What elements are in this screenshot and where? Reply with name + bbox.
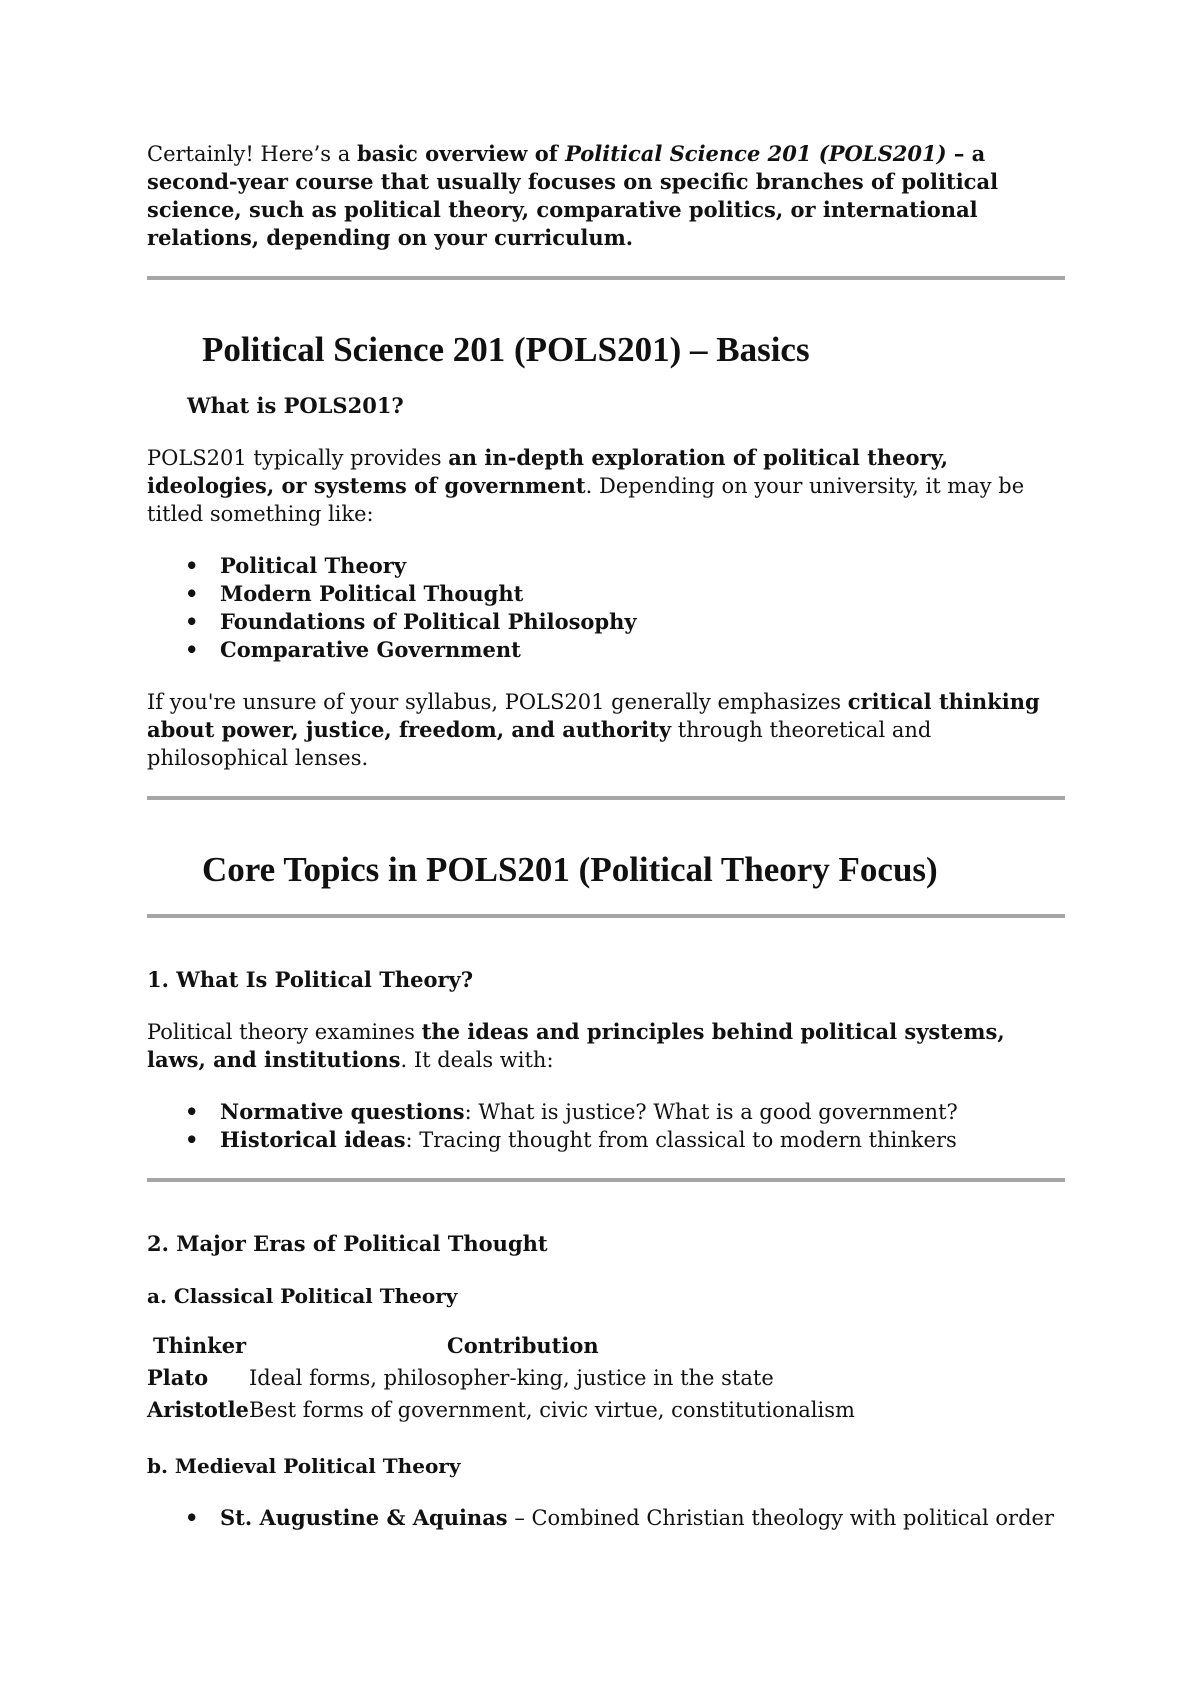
section-1-heading: 1. What Is Political Theory?: [147, 967, 474, 992]
document-page: [147, 140, 1065, 1532]
core-topics-title: Core Topics in POLS201 (Political Theory Focus): [202, 850, 938, 889]
basics-p1-text-c: . Depending on your university, it may be titled something like:: [147, 474, 1025, 526]
list-item: • Comparative Government: [147, 636, 1065, 664]
section-2b-list: [147, 1504, 1065, 1532]
section-1-paragraph: [147, 1018, 1065, 1074]
table-header-row: [147, 1330, 855, 1362]
list-item: [147, 1504, 1065, 1532]
table-row: [147, 1362, 855, 1394]
list-item: • Modern Political Thought: [147, 580, 1065, 608]
divider-2: [147, 796, 1065, 800]
s1-text-b: the ideas and principles behind political systems, laws, and institutions: [147, 1019, 1005, 1072]
divider-3: [147, 914, 1065, 918]
basics-p2-text-c: through theoretical and philosophical lenses.: [147, 718, 932, 770]
list-item-term: Normative questions: [220, 1099, 465, 1124]
list-item: [147, 1098, 1065, 1126]
table-cell-thinker: Plato: [147, 1365, 209, 1390]
basics-title: Political Science 201 (POLS201) – Basics: [202, 330, 810, 369]
section-1-list: [147, 1098, 1065, 1154]
intro-text-4: – a second-year course that usually focuses on specific branches of political science, such as political theory, comparative politics, or international relations, depending on your curriculum.: [147, 141, 999, 250]
thinkers-table: [147, 1330, 855, 1426]
table-cell-contribution: Ideal forms, philosopher-king, justice in the state: [249, 1366, 774, 1390]
list-item-term: St. Augustine & Aquinas: [220, 1505, 508, 1530]
list-item-desc: : Tracing thought from classical to modern thinkers: [405, 1128, 957, 1152]
basics-p1-text-b: an in-depth exploration of political theory, ideologies, or systems of government: [147, 445, 949, 498]
section-2b-heading: b. Medieval Political Theory: [147, 1454, 461, 1478]
divider-4: [147, 1178, 1065, 1182]
intro-text-1: Certainly! Here’s a: [147, 142, 357, 166]
intro-course-name: Political Science 201 (POLS201): [565, 141, 947, 166]
basics-p2-text-b: critical thinking about power, justice, freedom, and authority: [147, 689, 1040, 742]
section-2-heading: 2. Major Eras of Political Thought: [147, 1231, 548, 1256]
basics-paragraph-1: [147, 444, 1065, 528]
list-item: • Political Theory: [147, 552, 1065, 580]
column-header-thinker: Thinker: [153, 1333, 247, 1358]
basics-p2-text-a: If you're unsure of your syllabus, POLS201 generally emphasizes: [147, 690, 848, 714]
list-item-desc: : What is justice? What is a good government?: [464, 1100, 958, 1124]
table-row: [147, 1394, 855, 1426]
course-titles-list: [147, 552, 1065, 664]
basics-paragraph-2: [147, 688, 1065, 772]
intro-text-2: basic overview of: [356, 141, 566, 166]
list-item-term: Historical ideas: [220, 1127, 406, 1152]
table-cell-thinker: Aristotle: [147, 1397, 249, 1422]
section-2a-heading: a. Classical Political Theory: [147, 1284, 458, 1308]
s1-text-a: Political theory examines: [147, 1020, 422, 1044]
basics-p1-text-a: POLS201 typically provides: [147, 446, 449, 470]
intro-paragraph: [147, 140, 1065, 252]
list-item: [147, 1126, 1065, 1154]
what-is-heading: What is POLS201?: [187, 393, 404, 418]
table-cell-contribution: Best forms of government, civic virtue, constitutionalism: [249, 1398, 855, 1422]
divider-1: [147, 276, 1065, 280]
list-item: • Foundations of Political Philosophy: [147, 608, 1065, 636]
list-item-desc: – Combined Christian theology with political order: [507, 1506, 1054, 1530]
s1-text-c: . It deals with:: [400, 1048, 554, 1072]
column-header-contribution: Contribution: [447, 1333, 599, 1358]
